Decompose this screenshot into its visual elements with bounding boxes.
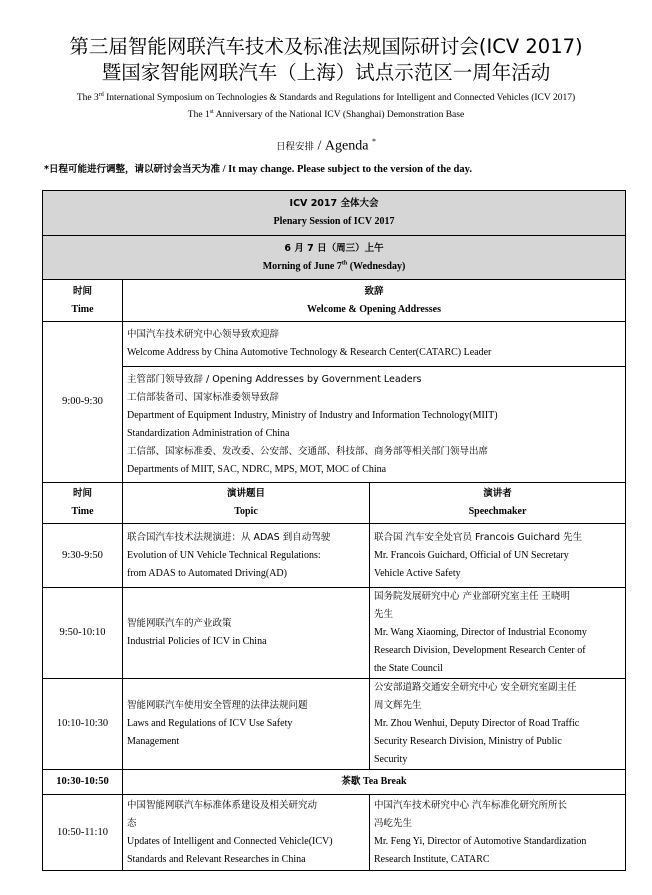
opening-line-5: 工信部、国家标准委、发改委、公安部、交通部、科技部、商务部等相关部门领导出席 <box>127 445 489 457</box>
talk-time-header-cn: 时间 <box>72 488 92 499</box>
speaker-cn: 联合国 汽车安全处官员 Francois Guichard 先生 <box>374 531 583 543</box>
speaker-cn: 先生 <box>374 609 394 620</box>
topic-en: Industrial Policies of ICV in China <box>127 636 267 647</box>
speaker-cn: 国务院发展研究中心 产业部研究室主任 王晓明 <box>374 591 571 602</box>
speaker-en: Mr. Francois Guichard, Official of UN Secretary <box>374 549 569 561</box>
speaker-en: Research Division, Development Research Center of <box>374 645 586 656</box>
talk-header-row <box>43 483 626 524</box>
opening-line-4: Standardization Administration of China <box>127 427 290 439</box>
speaker-en: Mr. Zhou Wenhui, Deputy Director of Road Traffic <box>374 718 580 729</box>
topic-en: from ADAS to Automated Driving(AD) <box>127 567 287 579</box>
speaker-en: the State Council <box>374 663 443 674</box>
tea-break-en: Tea Break <box>362 776 407 787</box>
plenary-title-cn: ICV 2017 全体大会 <box>289 198 379 209</box>
schedule-table <box>42 190 626 871</box>
welcome-time: 9:00-9:30 <box>43 322 123 483</box>
opening-line-1: 主管部门领导致辞 / Opening Addresses by Government Leaders <box>127 373 422 385</box>
topic-en: Laws and Regulations of ICV Use Safety <box>127 718 293 729</box>
welcome-address-en: Welcome Address by China Automotive Technology & Research Center(CATARC) Leader <box>127 347 492 358</box>
topic-en: Management <box>127 736 180 747</box>
speaker-cn: 中国汽车技术研究中心 汽车标准化研究所所长 <box>374 799 568 811</box>
opening-line-3: Department of Equipment Industry, Ministry of Industry and Information Technology(MIIT) <box>127 409 498 421</box>
talk-row <box>43 524 626 588</box>
opening-line-2: 工信部装备司、国家标准委领导致辞 <box>127 391 280 403</box>
speaker-header-cn: 演讲者 <box>483 488 512 499</box>
title-cn-line-1: 第三届智能网联汽车技术及标准法规国际研讨会(ICV 2017) <box>69 35 583 58</box>
talk-row <box>43 679 626 770</box>
title-en-line-1: The 3rd International Symposium on Technologies & Standards and Regulations for Intelligent and Connected Vehicles (ICV 2017) <box>76 91 576 103</box>
speaker-cn: 冯屹先生 <box>374 817 413 829</box>
change-notice: *日程可能进行调整，请以研讨会当天为准 / It may change. Please subject to the version of the day. <box>44 164 472 175</box>
time-header-cn: 时间 <box>72 285 92 297</box>
time-header-en: Time <box>71 303 94 315</box>
speaker-en: Mr. Wang Xiaoming, Director of Industrial Economy <box>374 627 587 638</box>
welcome-header-row <box>43 280 626 322</box>
tea-break-cn: 茶歇 <box>341 776 361 787</box>
speaker-en: Security <box>374 754 408 765</box>
topic-en: Standards and Relevant Researches in China <box>127 853 306 865</box>
speaker-en: Research Institute, CATARC <box>374 853 490 865</box>
plenary-session-row <box>43 191 626 236</box>
talk-time: 9:30-9:50 <box>43 524 123 588</box>
tea-break-row <box>43 770 626 795</box>
speaker-cn: 公安部道路交通安全研究中心 安全研究室副主任 <box>374 682 577 693</box>
plenary-title-en: Plenary Session of ICV 2017 <box>273 216 395 227</box>
day-cn: 6 月 7 日（周三）上午 <box>284 242 384 254</box>
talk-row <box>43 795 626 871</box>
title-en-line-2: The 1st Anniversary of the National ICV (Shanghai) Demonstration Base <box>187 108 465 120</box>
topic-cn: 智能网联汽车使用安全管理的法律法规问题 <box>127 700 308 711</box>
tea-break-time: 10:30-10:50 <box>43 770 123 795</box>
speaker-en: Security Research Division, Ministry of Public <box>374 736 562 747</box>
opening-addresses-row <box>43 367 626 483</box>
document-header <box>0 34 652 157</box>
talk-time-header-en: Time <box>71 506 94 517</box>
topic-cn: 态 <box>127 817 137 829</box>
agenda-heading: 日程安排 / Agenda * <box>276 137 376 154</box>
speaker-en: Vehicle Active Safety <box>374 567 461 579</box>
welcome-header-en: Welcome & Opening Addresses <box>307 303 441 315</box>
title-cn-line-2: 暨国家智能网联汽车（上海）试点示范区一周年活动 <box>101 61 551 84</box>
day-en: Morning of June 7th (Wednesday) <box>262 260 406 272</box>
talk-row <box>43 588 626 679</box>
welcome-address-row <box>43 322 626 367</box>
speaker-cn: 周文辉先生 <box>374 700 422 711</box>
talk-time: 9:50-10:10 <box>43 588 123 679</box>
welcome-header-cn: 致辞 <box>364 285 384 297</box>
talk-time: 10:50-11:10 <box>43 795 123 871</box>
topic-cn: 联合国汽车技术法规演进：从 ADAS 到自动驾驶 <box>127 531 331 543</box>
topic-en: Evolution of UN Vehicle Technical Regulations: <box>127 549 321 561</box>
topic-cn: 智能网联汽车的产业政策 <box>127 618 232 629</box>
topic-header-en: Topic <box>234 506 258 517</box>
speaker-en: Mr. Feng Yi, Director of Automotive Standardization <box>374 835 587 847</box>
speaker-header-en: Speechmaker <box>468 506 527 517</box>
opening-line-6: Departments of MIIT, SAC, NDRC, MPS, MOT, MOC of China <box>127 463 387 475</box>
welcome-address-cn: 中国汽车技术研究中心领导致欢迎辞 <box>127 329 280 340</box>
talk-time: 10:10-10:30 <box>43 679 123 770</box>
topic-header-cn: 演讲题目 <box>226 488 265 499</box>
day-row <box>43 236 626 280</box>
topic-cn: 中国智能网联汽车标准体系建设及相关研究动 <box>127 799 318 811</box>
topic-en: Updates of Intelligent and Connected Vehicle(ICV) <box>127 835 333 847</box>
